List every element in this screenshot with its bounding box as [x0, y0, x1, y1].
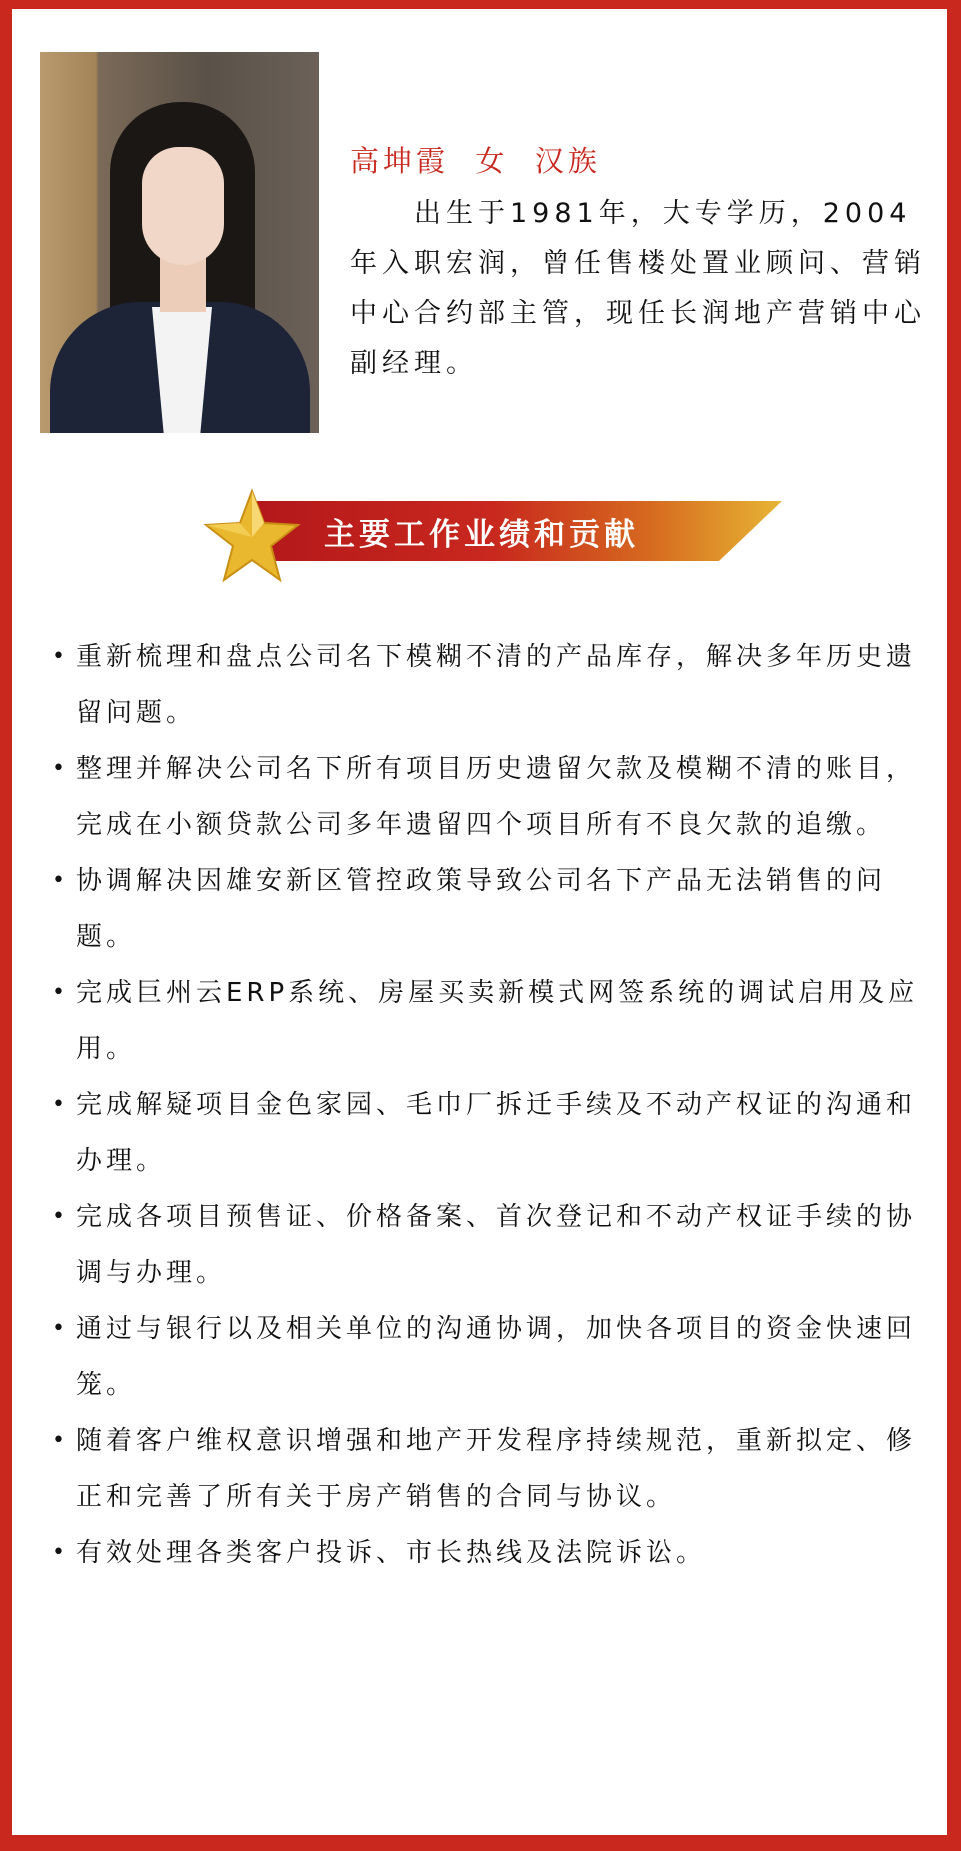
profile-photo	[40, 52, 319, 433]
achievement-item: • 完成巨州云ERP系统、房屋买卖新模式网签系统的调试启用及应用。	[52, 965, 932, 1077]
achievement-item: • 重新梳理和盘点公司名下模糊不清的产品库存，解决多年历史遗留问题。	[52, 629, 932, 741]
intro-paragraph: 出生于1981年，大专学历，2004年入职宏润，曾任售楼处置业顾问、营销中心合约部主管，现任长润地产营销中心副经理。	[350, 198, 926, 379]
achievement-item: • 完成解疑项目金色家园、毛巾厂拆迁手续及不动产权证的沟通和办理。	[52, 1077, 932, 1189]
section-banner	[202, 487, 782, 597]
achievement-item: • 完成各项目预售证、价格备案、首次登记和不动产权证手续的协调与办理。	[52, 1189, 932, 1301]
section-title: 主要工作业绩和贡献	[324, 517, 639, 553]
achievement-item: • 通过与银行以及相关单位的沟通协调，加快各项目的资金快速回笼。	[52, 1301, 932, 1413]
name-line: 高坤霞 女 汉族	[350, 144, 601, 178]
star-icon	[202, 487, 302, 587]
achievement-item: • 协调解决因雄安新区管控政策导致公司名下产品无法销售的问题。	[52, 853, 932, 965]
intro-text	[350, 189, 940, 389]
achievement-item: • 随着客户维权意识增强和地产开发程序持续规范，重新拟定、修正和完善了所有关于房产销售的合同与协议。	[52, 1413, 932, 1525]
achievement-list	[52, 629, 932, 1581]
achievement-item: • 有效处理各类客户投诉、市长热线及法院诉讼。	[52, 1525, 932, 1581]
content-panel	[12, 9, 947, 1835]
achievement-item: • 整理并解决公司名下所有项目历史遗留欠款及模糊不清的账目，完成在小额贷款公司多年遗留四个项目所有不良欠款的追缴。	[52, 741, 932, 853]
